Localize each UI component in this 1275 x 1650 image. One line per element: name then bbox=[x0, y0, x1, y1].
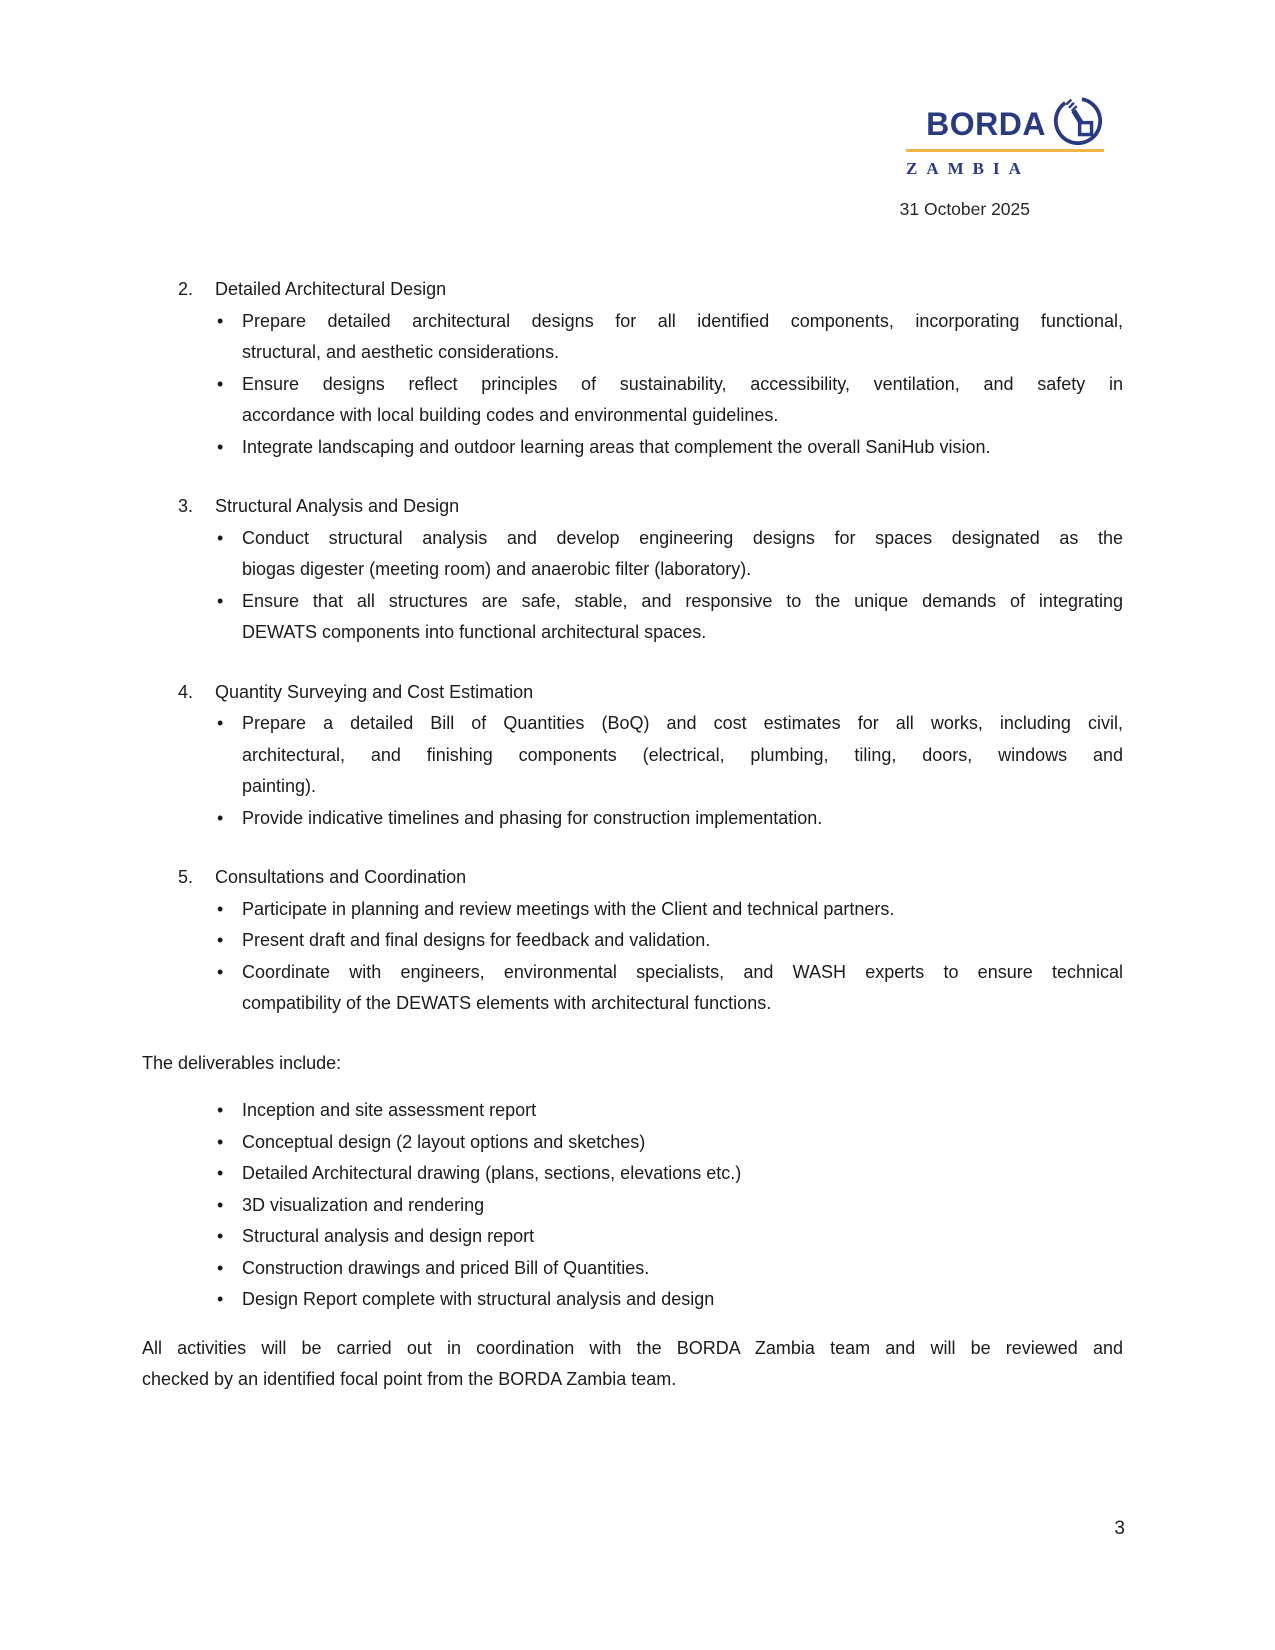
deliverables-list bbox=[142, 1095, 1123, 1316]
bullet-dot: • bbox=[217, 961, 224, 982]
section-bullet-text: Ensure designs reflect principles of sustainability, accessibility, ventilation, and safety in bbox=[242, 373, 1123, 394]
logo-region-label: ZAMBIA bbox=[906, 159, 1030, 178]
deliverable-item-text: Design Report complete with structural analysis and design bbox=[242, 1289, 715, 1310]
section-bullet-text: accordance with local building codes and environmental guidelines. bbox=[242, 405, 779, 426]
document-date: 31 October 2025 bbox=[899, 199, 1030, 220]
bullet-dot: • bbox=[217, 527, 224, 548]
bullet-dot: • bbox=[217, 1131, 224, 1152]
section-bullet bbox=[142, 432, 1123, 464]
deliverable-item bbox=[142, 1284, 1123, 1316]
section-bullet-text: Present draft and final designs for feedback and validation. bbox=[242, 930, 711, 951]
bullet-dot: • bbox=[217, 1100, 224, 1121]
bullet-dot: • bbox=[217, 1257, 224, 1278]
numbered-section bbox=[142, 862, 1123, 1020]
section-heading bbox=[142, 862, 1123, 894]
section-bullet bbox=[142, 771, 1123, 803]
deliverable-item-text: Conceptual design (2 layout options and sketches) bbox=[242, 1131, 646, 1152]
section-bullet-text: DEWATS components into functional architectural spaces. bbox=[242, 622, 707, 643]
section-number: 4. bbox=[178, 681, 194, 702]
section-bullet bbox=[142, 337, 1123, 369]
borda-wordmark: BORDA bbox=[926, 106, 1046, 142]
section-bullet bbox=[142, 740, 1123, 772]
section-bullet-text: Coordinate with engineers, environmental specialists, and WASH experts to ensure technical bbox=[242, 961, 1123, 982]
bullet-dot bbox=[217, 740, 242, 772]
bullet-dot: • bbox=[217, 898, 224, 919]
borda-pump-circle-icon bbox=[1052, 95, 1104, 140]
sections bbox=[142, 274, 1123, 1020]
closing-paragraph bbox=[142, 1333, 1123, 1396]
section-bullet bbox=[142, 617, 1123, 649]
section-bullet bbox=[142, 925, 1123, 957]
bullet-dot bbox=[217, 771, 242, 803]
section-heading bbox=[142, 274, 1123, 306]
deliverable-item-text: Structural analysis and design report bbox=[242, 1226, 535, 1247]
bullet-dot bbox=[217, 554, 242, 586]
bullet-dot bbox=[217, 617, 242, 649]
bullet-dot bbox=[217, 400, 242, 432]
section-bullet-text: architectural, and finishing components (electrical, plumbing, tiling, doors, windows and bbox=[242, 744, 1123, 765]
deliverable-item bbox=[142, 1127, 1123, 1159]
section-bullet bbox=[142, 957, 1123, 989]
document-body bbox=[142, 274, 1123, 1396]
section-bullet-text: Ensure that all structures are safe, stable, and responsive to the unique demands of integrating bbox=[242, 590, 1123, 611]
section-bullet-text: Integrate landscaping and outdoor learning areas that complement the overall SaniHub vision. bbox=[242, 436, 991, 457]
bullet-dot: • bbox=[217, 1194, 224, 1215]
bullet-dot: • bbox=[217, 373, 224, 394]
section-title: Detailed Architectural Design bbox=[215, 279, 447, 300]
section-heading bbox=[142, 491, 1123, 523]
numbered-section bbox=[142, 491, 1123, 649]
section-number: 5. bbox=[178, 867, 194, 888]
section-bullet bbox=[142, 803, 1123, 835]
logo-gold-rule bbox=[906, 149, 1104, 152]
deliverable-item bbox=[142, 1190, 1123, 1222]
deliverable-item bbox=[142, 1158, 1123, 1190]
bullet-dot bbox=[217, 337, 242, 369]
section-heading bbox=[142, 677, 1123, 709]
section-bullet bbox=[142, 554, 1123, 586]
numbered-section bbox=[142, 274, 1123, 463]
section-bullet bbox=[142, 586, 1123, 618]
section-bullet bbox=[142, 523, 1123, 555]
bullet-dot bbox=[217, 988, 242, 1020]
bullet-dot: • bbox=[217, 436, 224, 457]
section-number: 2. bbox=[178, 279, 194, 300]
page-header bbox=[0, 0, 1275, 220]
section-title: Consultations and Coordination bbox=[215, 867, 467, 888]
deliverable-item bbox=[142, 1253, 1123, 1285]
deliverable-item bbox=[142, 1095, 1123, 1127]
section-title: Structural Analysis and Design bbox=[215, 496, 460, 517]
page-number: 3 bbox=[1114, 1518, 1125, 1539]
section-bullet bbox=[142, 894, 1123, 926]
closing-line: All activities will be carried out in coordination with the BORDA Zambia team and will be reviewed and bbox=[142, 1337, 1123, 1358]
section-bullet-text: Participate in planning and review meetings with the Client and technical partners. bbox=[242, 898, 895, 919]
section-number: 3. bbox=[178, 496, 194, 517]
bullet-dot: • bbox=[217, 1163, 224, 1184]
closing-line: checked by an identified focal point from the BORDA Zambia team. bbox=[142, 1369, 677, 1390]
section-bullet bbox=[142, 708, 1123, 740]
section-bullet-text: structural, and aesthetic considerations. bbox=[242, 342, 560, 363]
deliverable-item bbox=[142, 1221, 1123, 1253]
bullet-dot: • bbox=[217, 1226, 224, 1247]
bullet-dot: • bbox=[217, 807, 224, 828]
bullet-dot: • bbox=[217, 310, 224, 331]
deliverable-item-text: Construction drawings and priced Bill of Quantities. bbox=[242, 1257, 650, 1278]
section-bullet-text: Prepare detailed architectural designs for all identified components, incorporating functional, bbox=[242, 310, 1123, 331]
deliverable-item-text: 3D visualization and rendering bbox=[242, 1194, 485, 1215]
section-bullet bbox=[142, 400, 1123, 432]
section-bullet-text: painting). bbox=[242, 776, 317, 797]
section-bullet bbox=[142, 988, 1123, 1020]
deliverable-item-text: Inception and site assessment report bbox=[242, 1100, 537, 1121]
section-title: Quantity Surveying and Cost Estimation bbox=[215, 681, 534, 702]
deliverables-intro: The deliverables include: bbox=[142, 1052, 342, 1073]
borda-logo bbox=[926, 95, 1104, 140]
numbered-section bbox=[142, 677, 1123, 835]
section-bullet-text: compatibility of the DEWATS elements with architectural functions. bbox=[242, 993, 772, 1014]
section-bullet-text: Provide indicative timelines and phasing for construction implementation. bbox=[242, 807, 823, 828]
section-bullet-text: biogas digester (meeting room) and anaerobic filter (laboratory). bbox=[242, 559, 752, 580]
section-bullet-text: Conduct structural analysis and develop engineering designs for spaces designated as the bbox=[242, 527, 1123, 548]
deliverable-item-text: Detailed Architectural drawing (plans, sections, elevations etc.) bbox=[242, 1163, 742, 1184]
section-bullet bbox=[142, 306, 1123, 338]
bullet-dot: • bbox=[217, 590, 224, 611]
bullet-dot: • bbox=[217, 713, 224, 734]
section-bullet-text: Prepare a detailed Bill of Quantities (BoQ) and cost estimates for all works, including civil, bbox=[242, 713, 1123, 734]
bullet-dot: • bbox=[217, 930, 224, 951]
section-bullet bbox=[142, 369, 1123, 401]
bullet-dot: • bbox=[217, 1289, 224, 1310]
